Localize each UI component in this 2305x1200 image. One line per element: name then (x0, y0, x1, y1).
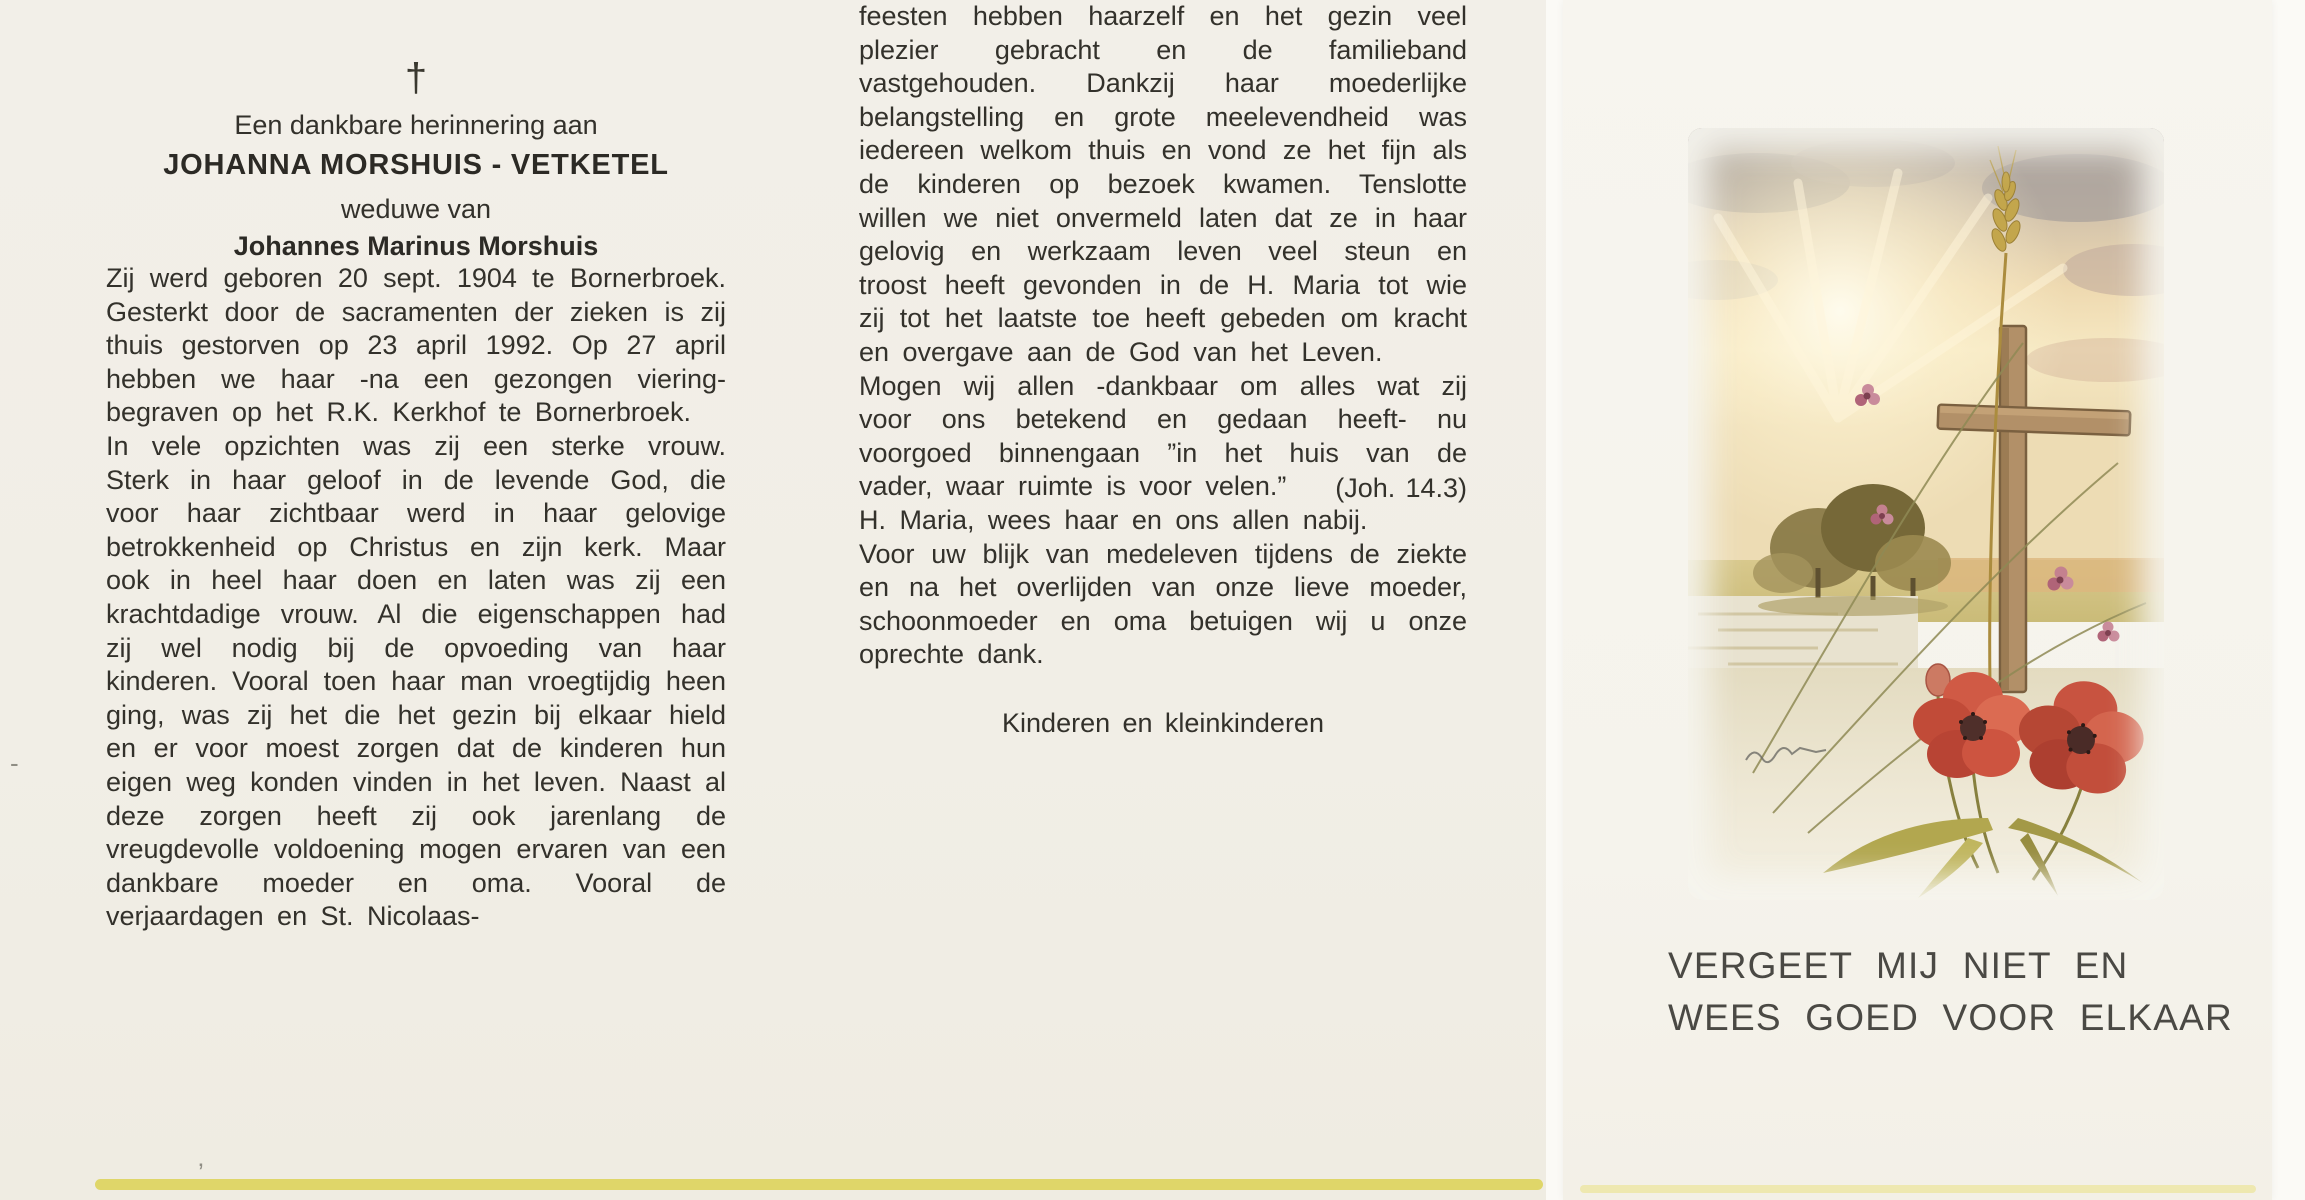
motto-line-1: VERGEET MIJ NIET EN (1668, 945, 2129, 986)
husband-name: Johannes Marinus Morshuis (233, 231, 599, 261)
character-paragraph: In vele opzichten was zij een sterke vrouw. Sterk in haar geloof in de levende God, die voor haar zichtbaar werd in haar gelovige betrokkenheid op Christus en zijn kerk. Maar ook in heel haar doen en laten was zij een krachtdadige vrouw. Al die eigenschappen had zij wel nodig bij de opvoeding van haar kinderen. Vooral toen haar man vroegtijdig heen ging, was zij het die het gezin bij elkaar hield en er voor moest zorgen dat de kinderen hun eigen weg konden vinden in het leven. Naast al deze zorgen heeft zij ook jarenlang de vreugdevolle voldoening mogen ervaren van een dankbare moeder en oma. Vooral de verjaardagen en St. Nicolaas- (106, 430, 726, 932)
watercolor-cross-illustration (1688, 128, 2164, 900)
scripture-reference: (Joh. 14.3) (1335, 472, 1467, 503)
relation-line: weduwe van (340, 194, 492, 224)
maria-line: H. Maria, wees haar en ons allen nabij. (859, 504, 1368, 535)
prayer-paragraph: Mogen wij allen -dankbaar om alles wat zij voor ons betekend en gedaan heeft- nu voorgoed binnengaan ”in het huis van de vader, waar ruimte is voor velen.” (859, 370, 1467, 502)
card-bottom-edge (95, 1179, 1543, 1190)
prayer-block (859, 370, 1467, 504)
middle-panel (859, 0, 1467, 739)
thanks-paragraph: Voor uw blijk van medeleven tijdens de ziekte en na het overlijden van onze lieve moeder, schoonmoeder en oma betuigen wij u onze oprechte dank. (859, 538, 1467, 670)
scan-artifact-mark: ‚ (198, 1142, 204, 1172)
biography-paragraph: Zij werd geboren 20 sept. 1904 te Bornerbroek. Gesterkt door de sacramenten der zieken is zij thuis gestorven op 23 april 1992. Op 27 april hebben we haar -na een gezongen viering- begraven op het R.K. Kerkhof te Bornerbroek. (106, 263, 726, 428)
card-bottom-edge-right (1580, 1185, 2256, 1193)
cross-icon: † (404, 56, 428, 100)
left-panel (106, 0, 726, 934)
scan-artifact-dash: - (10, 748, 19, 778)
signature-line: Kinderen en kleinkinderen (1002, 707, 1324, 738)
intro-line: Een dankbare herinnering aan (234, 110, 598, 140)
cross-landscape-artwork (1688, 128, 2164, 900)
motto (1668, 940, 2233, 1044)
deceased-name: JOHANNA MORSHUIS - VETKETEL (163, 149, 669, 181)
motto-line-2: WEES GOED VOOR ELKAAR (1668, 997, 2233, 1038)
family-paragraph: feesten hebben haarzelf en het gezin veel plezier gebracht en de familieband vastgehouden. Dankzij haar moederlijke belangstelling en grote meelevendheid was iedereen welkom thuis en vond ze het fijn als de kinderen op bezoek kwamen. Tenslotte willen we niet onvermeld laten dat ze in haar gelovig en werkzaam leven veel steun en troost heeft gevonden in de H. Maria tot wie zij tot het laatste toe heeft gebeden om kracht en overgave aan de God van het Leven. (859, 1, 1467, 367)
memorial-card-front (1563, 0, 2272, 1200)
